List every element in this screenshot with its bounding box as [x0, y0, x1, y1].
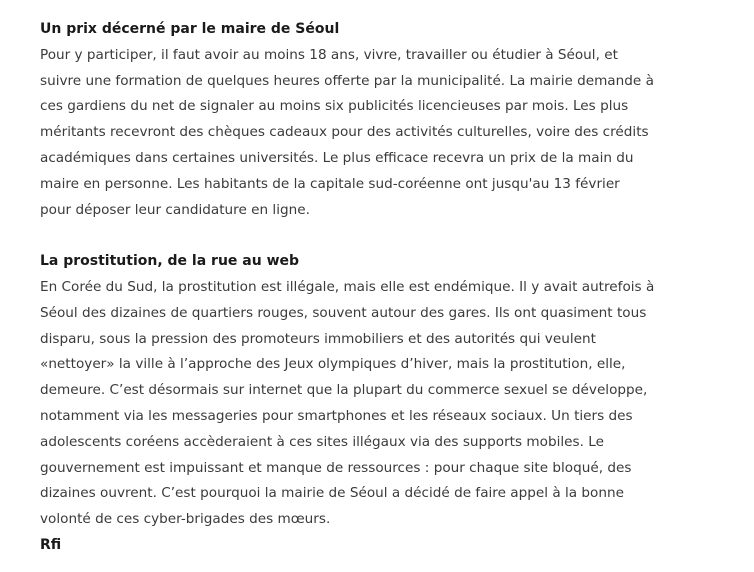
section-paragraph-prostitution: En Corée du Sud, la prostitution est illégale, mais elle est endémique. Il y avait autrefois à Séoul des dizaines de quartiers rouges, souvent autour des gares. Ils ont quasiment tous disparu, sous la pression des promoteurs immobiliers et des autorités qui veulent «nettoyer» la ville à l’approche des Jeux olympiques d’hiver, mais la prostitution, elle, demeure. C’est désormais sur internet que la plupart du commerce sexuel se développe, notamment via les messageries pour smartphones et les réseaux sociaux. Un tiers des adolescents coréens accèderaient à ces sites illégaux via des supports mobiles. Le gouvernement est impuissant et manque de ressources : pour chaque site bloqué, des dizaines ouvrent. C’est pourquoi la mairie de Séoul a décidé de faire appel à la bonne volonté de ces cyber-brigades des mœurs.: [40, 278, 655, 528]
section-paragraph-prize: Pour y participer, il faut avoir au moins 18 ans, vivre, travailler ou étudier à Séoul, et suivre une formation de quelques heures offerte par la municipalité. La mairie demande à ces gardiens du net de signaler au moins six publicités licencieuses par mois. Les plus méritants recevront des chèques cadeaux pour des activités culturelles, voire des crédits académiques dans certaines universités. Le plus efficace recevra un prix de la main du maire en personne. Les habitants de la capitale sud-coréenne ont jusqu'au 13 février pour déposer leur candidature en ligne.: [40, 46, 654, 218]
article-source: Rfi: [40, 536, 62, 553]
section-heading-prize: Un prix décerné par le maire de Séoul: [40, 21, 340, 37]
paragraph-spacer: [40, 223, 732, 249]
article-body: [40, 17, 732, 559]
section-heading-prostitution: La prostitution, de la rue au web: [40, 253, 300, 270]
